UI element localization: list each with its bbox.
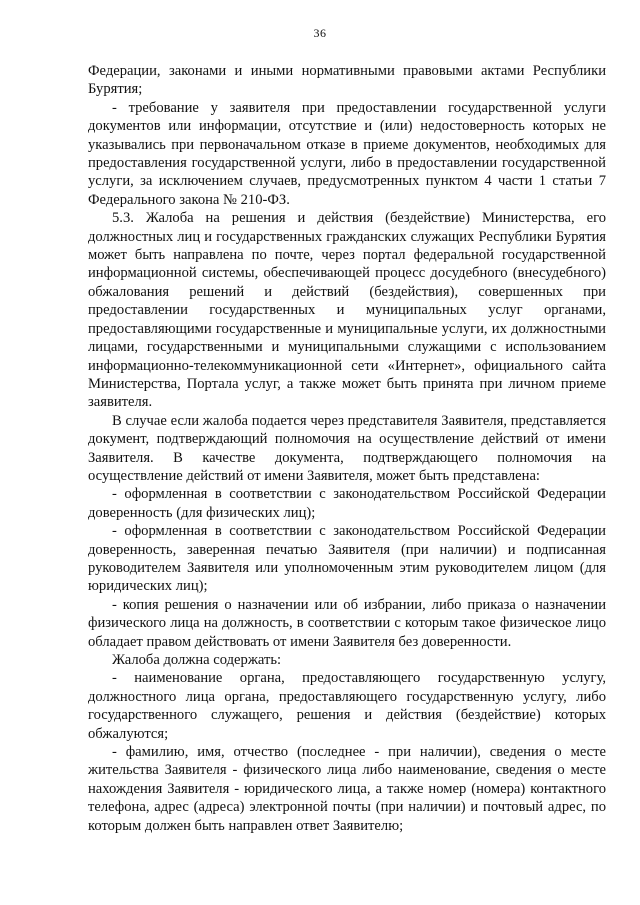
list-item-individuals-power-of-attorney: - оформленная в соответствии с законодательством Российской Федерации доверенность (для физических лиц);: [88, 486, 606, 521]
list-item-appointment-decision: - копия решения о назначении или об избрании, либо приказа о назначении физического лица на должность, в соответствии с которым такое физическое лицо обладает правом действовать от имени Заявителя без доверенности.: [88, 596, 606, 650]
paragraph-laws-continuation: Федерации, законами и иными нормативными правовыми актами Республики Бурятия;: [88, 63, 606, 98]
list-item-authority-name: - наименование органа, предоставляющего государственную услугу, должностного лица органа, предоставляющего государственную услугу, либо государственного служащего, решения и действия (бездействие) которых обжалуются;: [88, 670, 606, 742]
list-item-legal-entities-power-of-attorney: - оформленная в соответствии с законодательством Российской Федерации доверенность, заверенная печатью Заявителя (при наличии) и подписанная руководителем Заявителя или уполномоченным этим руководителем лицом (для юридических лиц);: [88, 523, 606, 595]
paragraph-representative: В случае если жалоба подается через представителя Заявителя, представляется документ, подтверждающий полномочия на осуществление действий от имени Заявителя. В качестве документа, подтверждающего полномочия на осуществление действий от имени Заявителя, может быть представлена:: [88, 412, 606, 484]
list-item-applicant-details: - фамилию, имя, отчество (последнее - при наличии), сведения о месте жительства Заявителя - физического лица либо наименование, сведения о месте нахождения Заявителя - юридического лица, а также номер (номера) контактного телефона, адрес (адреса) электронной почты (при наличии) и почтовый адрес, по которым должен быть направлен ответ Заявителю;: [88, 744, 606, 834]
paragraph-section-5-3: 5.3. Жалоба на решения и действия (бездействие) Министерства, его должностных лиц и государственных гражданских служащих Республики Бурятия может быть направлена по почте, через портал федеральной государственной информационной системы, обеспечивающей процесс досудебного (внесудебного) обжалования решений и действий (бездействия), совершенных при предоставлении государственных и муниципальных услуг органами, предоставляющими государственные и муниципальные услуги, их должностными лицами, государственными и муниципальными служащими с использованием информационно-телекоммуникационной сети «Интернет», официального сайта Министерства, Портала услуг, а также может быть принята при личном приеме заявителя.: [88, 210, 606, 411]
page-number: 36: [313, 26, 327, 40]
paragraph-document-requirement: - требование у заявителя при предоставлении государственной услуги документов или информации, отсутствие и (или) недостоверность которых не указывались при первоначальном отказе в приеме документов, необходимых для предоставления государственной услуги, либо в предоставлении государственной услуги, за исключением случаев, предусмотренных пунктом 4 части 1 статьи 7 Федерального закона № 210-ФЗ.: [88, 99, 606, 208]
paragraph-complaint-contents: Жалоба должна содержать:: [112, 652, 282, 668]
document-body: [88, 62, 606, 835]
